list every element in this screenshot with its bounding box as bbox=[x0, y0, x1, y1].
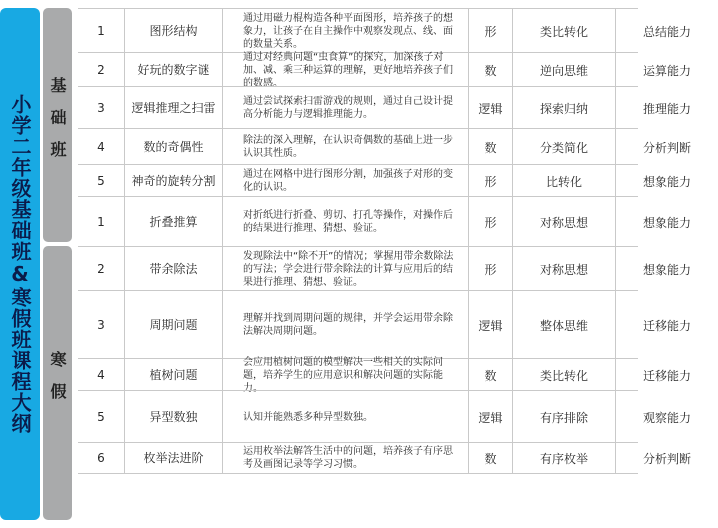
lesson-type-text: 数 bbox=[484, 140, 497, 155]
ability-trained bbox=[615, 53, 718, 87]
ability-trained-text: 分析判断 bbox=[642, 140, 691, 155]
lesson-type bbox=[468, 9, 512, 53]
row-number bbox=[78, 291, 124, 359]
lesson-type-text: 逻辑 bbox=[478, 410, 503, 425]
lesson-type-text: 数 bbox=[484, 63, 497, 78]
lesson-description-text: 发现除法中“除不开”的情况；掌握用带余数除法的写法；学会进行带余除法的计算与应用后的结果进行推理、猜想、验证。 bbox=[243, 250, 454, 288]
lesson-description bbox=[222, 165, 468, 197]
lesson-type-text: 逻辑 bbox=[478, 101, 503, 116]
ability-trained-text: 推理能力 bbox=[642, 101, 691, 116]
ability-trained-text: 总结能力 bbox=[642, 24, 691, 39]
lesson-description bbox=[222, 291, 468, 359]
thinking-method bbox=[512, 443, 615, 473]
thinking-method-text: 整体思维 bbox=[539, 318, 588, 333]
ability-trained bbox=[615, 129, 718, 165]
ability-trained-text: 观察能力 bbox=[642, 410, 691, 425]
lesson-type bbox=[468, 197, 512, 247]
lesson-type bbox=[468, 165, 512, 197]
lesson-name bbox=[124, 165, 222, 197]
lesson-type bbox=[468, 443, 512, 473]
lesson-type-text: 形 bbox=[484, 215, 497, 230]
thinking-method bbox=[512, 87, 615, 129]
thinking-method-text: 分类简化 bbox=[539, 140, 588, 155]
ability-trained-text: 想象能力 bbox=[642, 174, 691, 189]
lesson-description bbox=[222, 9, 468, 53]
thinking-method bbox=[512, 165, 615, 197]
lesson-name bbox=[124, 87, 222, 129]
thinking-method bbox=[512, 129, 615, 165]
row-number bbox=[78, 197, 124, 247]
thinking-method-text: 类比转化 bbox=[539, 24, 588, 39]
lesson-description-text: 认知并能熟悉多种异型数独。 bbox=[243, 411, 373, 423]
table-row bbox=[78, 356, 691, 394]
lesson-name-text: 植树问题 bbox=[149, 367, 198, 382]
thinking-method bbox=[512, 359, 615, 391]
row-number bbox=[78, 247, 124, 291]
lesson-type bbox=[468, 247, 512, 291]
ability-trained bbox=[615, 165, 718, 197]
lesson-description bbox=[222, 87, 468, 129]
ability-trained-text: 迁移能力 bbox=[642, 368, 691, 383]
thinking-method bbox=[512, 391, 615, 443]
row-number-text: 3 bbox=[97, 318, 105, 332]
lesson-description-text: 除法的深入理解，在认识奇偶数的基础上进一步认识其性质。 bbox=[243, 135, 453, 159]
table-row bbox=[78, 290, 691, 359]
table-row bbox=[78, 8, 691, 53]
table-row bbox=[78, 164, 691, 197]
thinking-method bbox=[512, 53, 615, 87]
lesson-description-text: 理解并找到周期问题的规律，并学会运用带余除法解决周期问题。 bbox=[243, 313, 453, 337]
lesson-type-text: 形 bbox=[484, 262, 497, 277]
lesson-name-text: 带余除法 bbox=[149, 261, 198, 276]
thinking-method bbox=[512, 247, 615, 291]
lesson-name-text: 周期问题 bbox=[149, 317, 198, 332]
table-row bbox=[78, 196, 691, 247]
lesson-name-text: 异型数独 bbox=[149, 409, 198, 424]
table-row bbox=[78, 86, 691, 129]
lesson-name bbox=[124, 443, 222, 473]
lesson-type bbox=[468, 391, 512, 443]
ability-trained-text: 想象能力 bbox=[642, 215, 691, 230]
row-number bbox=[78, 359, 124, 391]
row-number bbox=[78, 53, 124, 87]
row-number-text: 5 bbox=[97, 174, 105, 188]
ability-trained bbox=[615, 197, 718, 247]
lesson-type bbox=[468, 53, 512, 87]
thinking-method-text: 对称思想 bbox=[539, 215, 588, 230]
section-winter-text: 寒假 bbox=[48, 351, 67, 415]
lesson-name bbox=[124, 197, 222, 247]
lesson-description-text: 会应用植树问题的模型解决一些相关的实际问题，培养学生的应用意识和解决问题的实际能力。 bbox=[243, 356, 443, 394]
table-row bbox=[78, 442, 691, 474]
row-number bbox=[78, 443, 124, 473]
row-number-text: 2 bbox=[97, 262, 105, 276]
thinking-method-text: 类比转化 bbox=[539, 368, 588, 383]
lesson-description bbox=[222, 197, 468, 247]
row-number bbox=[78, 165, 124, 197]
lesson-name bbox=[124, 247, 222, 291]
lesson-name-text: 枚举法进阶 bbox=[143, 450, 204, 465]
row-number-text: 6 bbox=[97, 451, 105, 465]
lesson-description bbox=[222, 356, 468, 394]
lesson-description-text: 通过用磁力棍构造各种平面图形，培养孩子的想象力，让孩子在自主操作中观察发现点、线、面的数量关系。 bbox=[243, 12, 453, 50]
lesson-type bbox=[468, 129, 512, 165]
lesson-description bbox=[222, 53, 468, 87]
lesson-description-text: 通过尝试探索扫雷游戏的规则，通过自己设计提高分析能力与逻辑推理能力。 bbox=[243, 96, 453, 120]
thinking-method-text: 探索归纳 bbox=[539, 101, 588, 116]
ability-trained bbox=[615, 443, 718, 473]
lesson-description-text: 通过对经典问题“虫食算”的探究，加深孩子对加、减、乘三种运算的理解，更好地培养孩子们的数感。 bbox=[243, 51, 453, 89]
thinking-method-text: 对称思想 bbox=[539, 262, 588, 277]
page-title: 小学二年级基础班&寒假班课程大纲 bbox=[8, 94, 32, 434]
section-basic-text: 基础班 bbox=[48, 77, 67, 173]
ability-trained-text: 运算能力 bbox=[642, 63, 691, 78]
row-number bbox=[78, 129, 124, 165]
row-number bbox=[78, 87, 124, 129]
thinking-method bbox=[512, 291, 615, 359]
lesson-description bbox=[222, 391, 468, 443]
lesson-description bbox=[222, 247, 468, 291]
lesson-type bbox=[468, 291, 512, 359]
row-number bbox=[78, 391, 124, 443]
row-number-text: 4 bbox=[97, 368, 105, 382]
ability-trained-text: 迁移能力 bbox=[642, 318, 691, 333]
ability-trained bbox=[615, 291, 718, 359]
thinking-method-text: 逆向思维 bbox=[539, 63, 588, 78]
lesson-description-text: 运用枚举法解答生活中的问题，培养孩子有序思考及画图记录等学习习惯。 bbox=[243, 446, 453, 470]
lesson-description bbox=[222, 443, 468, 473]
lesson-name-text: 逻辑推理之扫雷 bbox=[131, 100, 216, 115]
lesson-name bbox=[124, 129, 222, 165]
ability-trained bbox=[615, 247, 718, 291]
lesson-description-text: 对折纸进行折叠、剪切、打孔等操作，对操作后的结果进行推理、猜想、验证。 bbox=[243, 210, 453, 234]
lesson-type-text: 逻辑 bbox=[478, 318, 503, 333]
lesson-name-text: 神奇的旋转分割 bbox=[131, 173, 216, 188]
thinking-method-text: 比转化 bbox=[545, 174, 582, 189]
row-number-text: 5 bbox=[97, 410, 105, 424]
lesson-type bbox=[468, 359, 512, 391]
lesson-name bbox=[124, 53, 222, 87]
lesson-name bbox=[124, 359, 222, 391]
row-number-text: 2 bbox=[97, 63, 105, 77]
row-number-text: 1 bbox=[97, 215, 105, 229]
row-number-text: 1 bbox=[97, 24, 105, 38]
ability-trained bbox=[615, 9, 718, 53]
lesson-name bbox=[124, 9, 222, 53]
row-number bbox=[78, 9, 124, 53]
ability-trained bbox=[615, 87, 718, 129]
ability-trained bbox=[615, 391, 718, 443]
table-row bbox=[78, 246, 691, 291]
lesson-type-text: 形 bbox=[484, 174, 497, 189]
lesson-name-text: 好玩的数字谜 bbox=[137, 62, 210, 77]
row-number-text: 3 bbox=[97, 101, 105, 115]
ability-trained-text: 想象能力 bbox=[642, 262, 691, 277]
table-row bbox=[78, 51, 691, 89]
lesson-type-text: 数 bbox=[484, 451, 497, 466]
lesson-type-text: 数 bbox=[484, 368, 497, 383]
table-row bbox=[78, 128, 691, 165]
thinking-method-text: 有序枚举 bbox=[539, 451, 588, 466]
row-number-text: 4 bbox=[97, 140, 105, 154]
lesson-name-text: 数的奇偶性 bbox=[143, 139, 204, 154]
lesson-type bbox=[468, 87, 512, 129]
lesson-name bbox=[124, 291, 222, 359]
ability-trained bbox=[615, 359, 718, 391]
lesson-description-text: 通过在网格中进行图形分割，加强孩子对形的变化的认识。 bbox=[243, 169, 453, 193]
thinking-method bbox=[512, 197, 615, 247]
lesson-description bbox=[222, 129, 468, 165]
lesson-type-text: 形 bbox=[484, 24, 497, 39]
table-row bbox=[78, 390, 691, 443]
lesson-name bbox=[124, 391, 222, 443]
ability-trained-text: 分析判断 bbox=[642, 451, 691, 466]
lesson-name-text: 图形结构 bbox=[149, 23, 198, 38]
thinking-method-text: 有序排除 bbox=[539, 410, 588, 425]
lesson-name-text: 折叠推算 bbox=[149, 214, 198, 229]
thinking-method bbox=[512, 9, 615, 53]
